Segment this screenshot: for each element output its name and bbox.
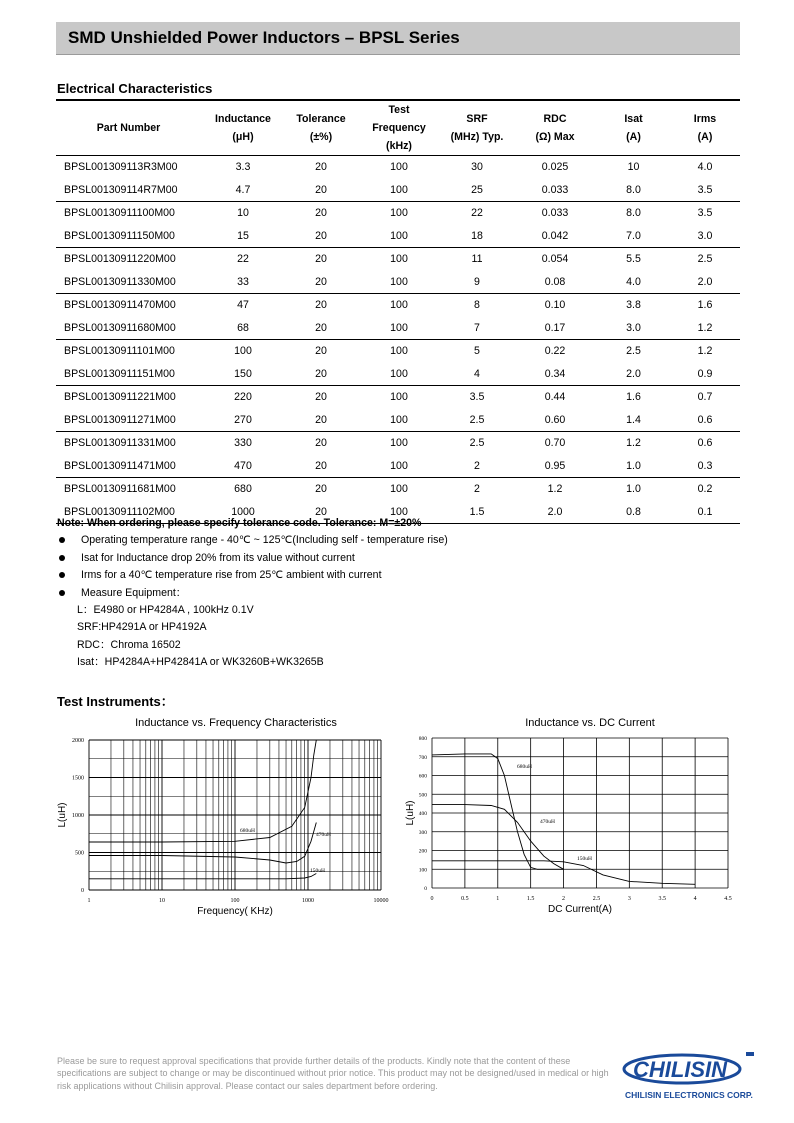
table-cell: 2.0 — [513, 501, 597, 524]
y-tick-label: 2000 — [72, 738, 84, 744]
series-label: 470uH — [316, 832, 331, 838]
y-tick-label: 500 — [75, 850, 84, 857]
test-instruments-title: Test Instruments： — [57, 694, 174, 709]
table-cell: 100 — [390, 345, 408, 358]
table-cell: 2.5 — [469, 437, 485, 450]
x-tick-label: 2 — [562, 896, 566, 902]
note-bullet: Irms for a 40℃ temperature rise from 25℃ ambient with current — [57, 567, 448, 584]
table-cell: 20 — [315, 483, 327, 496]
chart-title: Inductance vs. DC Current — [525, 717, 655, 729]
y-tick-label: 800 — [418, 736, 427, 742]
y-tick-label: 0 — [424, 886, 427, 892]
table-cell: 20 — [315, 391, 327, 404]
series-label: 150uH — [310, 868, 325, 874]
table-cell: 0.08 — [513, 271, 597, 294]
table-cell: 8.0 — [597, 179, 670, 202]
table-cell: BPSL00130911680M00 — [56, 317, 201, 340]
table-cell: BPSL00130911271M00 — [56, 409, 201, 432]
x-tick-label: 1.5 — [526, 896, 535, 902]
table-cell: 3.5 — [469, 391, 485, 404]
table-cell: 1.2 — [547, 483, 563, 496]
table-cell: 470 — [201, 455, 285, 478]
table-cell: 0.17 — [513, 317, 597, 340]
table-cell: 3.5 — [697, 207, 713, 220]
column-header-text: Frequency — [372, 122, 426, 134]
table-cell: 2.0 — [597, 363, 670, 386]
table-cell: 2.5 — [441, 409, 513, 432]
y-axis-label: L(uH) — [57, 802, 68, 828]
note-bullet: Isat for Inductance drop 20% from its value without current — [57, 550, 448, 567]
table-cell: 0.34 — [513, 363, 597, 386]
table-cell: 7 — [441, 317, 513, 340]
column-header-text: Test — [388, 104, 410, 116]
table-cell: 100 — [390, 253, 408, 266]
table-cell: 20 — [315, 345, 327, 358]
table-cell: 0.95 — [513, 455, 597, 478]
equipment-line: L：E4980 or HP4284A , 100kHz 0.1V — [77, 604, 254, 617]
table-cell: 4 — [441, 363, 513, 386]
table-cell: 0.033 — [513, 179, 597, 202]
table-cell: 100 — [357, 409, 441, 432]
table-cell: 0.054 — [541, 253, 569, 266]
table-cell: 5 — [474, 345, 480, 358]
table-cell: 100 — [357, 363, 441, 386]
table-cell: 100 — [390, 161, 408, 174]
column-header-text: (MHz) Typ. — [450, 131, 504, 143]
company-name: CHILISIN ELECTRONICS CORP. — [625, 1090, 753, 1100]
table-cell: 20 — [285, 317, 357, 340]
table-cell: 100 — [357, 317, 441, 340]
x-tick-label: 0 — [430, 896, 434, 902]
table-cell: BPSL00130911470M00 — [64, 299, 176, 312]
table-cell: 20 — [285, 271, 357, 294]
table-cell: 10 — [627, 161, 640, 174]
table-cell: 0.6 — [670, 409, 740, 432]
x-tick-label: 3.5 — [658, 896, 666, 902]
table-cell: 9 — [441, 271, 513, 294]
footer-disclaimer: Please be sure to request approval specifications that provide further details of the products. Kindly note that the content of these specifications are subject to change or may be discontinued without prior notice. This product may not be designed/used in medical or high risk applications without Chilisin approval. Please contact our sales department before ordering. — [57, 1056, 609, 1091]
table-cell: BPSL00130911102M00 — [56, 501, 201, 524]
table-cell: 0.3 — [670, 455, 740, 478]
table-cell: BPSL00130911330M00 — [56, 271, 201, 294]
page-title: SMD Unshielded Power Inductors – BPSL Series — [68, 28, 460, 47]
y-tick-label: 300 — [418, 829, 427, 836]
column-header-text: (A) — [697, 131, 713, 143]
x-tick-label: 1000 — [302, 898, 314, 904]
table-cell: 2 — [441, 455, 513, 478]
table-cell: 8.0 — [626, 207, 641, 220]
table-cell: 0.44 — [544, 391, 566, 404]
table-cell: BPSL00130911471M00 — [56, 455, 201, 478]
table-cell: 11 — [471, 253, 483, 266]
table-cell: 0.9 — [670, 363, 740, 386]
table-cell: 1.6 — [626, 391, 641, 404]
table-cell: BPSL00130911151M00 — [56, 363, 201, 386]
table-cell: 15 — [201, 225, 285, 248]
x-tick-label: 3 — [627, 896, 631, 902]
table-cell: 330 — [234, 437, 252, 450]
table-cell: 3.3 — [235, 161, 251, 174]
table-cell: 20 — [315, 253, 327, 266]
table-cell: 1.5 — [441, 501, 513, 524]
table-cell: BPSL001309113R3M00 — [64, 161, 178, 174]
table-cell: 0.60 — [513, 409, 597, 432]
y-tick-label: 200 — [418, 848, 427, 855]
column-header-text: (Ω) Max — [535, 131, 575, 143]
column-header-text: Isat — [624, 113, 643, 125]
table-cell: 20 — [285, 179, 357, 202]
table-cell: 100 — [390, 207, 408, 220]
table-cell: 33 — [201, 271, 285, 294]
series-label: 470uH — [540, 819, 555, 825]
table-cell: 20 — [315, 161, 327, 174]
table-cell: 0.22 — [544, 345, 566, 358]
x-tick-label: 0.5 — [461, 896, 469, 902]
table-cell: 8 — [474, 299, 480, 312]
table-cell: 3.5 — [670, 179, 740, 202]
table-cell: 100 — [357, 455, 441, 478]
table-cell: 20 — [315, 207, 327, 220]
table-cell: 22 — [237, 253, 249, 266]
table-cell: 0.7 — [697, 391, 713, 404]
table-cell: 20 — [285, 363, 357, 386]
x-tick-label: 4.5 — [724, 896, 732, 902]
table-cell: 220 — [234, 391, 252, 404]
table-cell: 100 — [357, 179, 441, 202]
column-header-text: Irms — [693, 113, 717, 125]
x-tick-label: 100 — [230, 898, 240, 904]
table-cell: 0.033 — [541, 207, 569, 220]
x-tick-label: 10000 — [373, 898, 389, 904]
x-tick-label: 4 — [693, 896, 697, 902]
table-cell: 1.0 — [597, 455, 670, 478]
series-label: 150uH — [577, 856, 592, 862]
table-cell: 10 — [237, 207, 249, 220]
table-cell: 68 — [201, 317, 285, 340]
table-cell: 30 — [471, 161, 483, 174]
table-cell: 1.6 — [697, 299, 713, 312]
table-cell: BPSL00130911681M00 — [64, 483, 176, 496]
y-tick-label: 100 — [418, 867, 427, 874]
table-cell: 1.4 — [597, 409, 670, 432]
table-cell: 25 — [441, 179, 513, 202]
table-cell: 100 — [357, 271, 441, 294]
table-cell: 0.8 — [597, 501, 670, 524]
table-cell: 0.1 — [670, 501, 740, 524]
table-cell: 100 — [234, 345, 252, 358]
table-cell: 3.0 — [597, 317, 670, 340]
table-cell: BPSL00130911220M00 — [64, 253, 176, 266]
table-cell: 680 — [234, 483, 252, 496]
table-cell: 4.7 — [201, 179, 285, 202]
table-cell: 2.0 — [670, 271, 740, 294]
svg-text:CHILISIN: CHILISIN — [632, 1057, 728, 1082]
y-tick-label: 0 — [81, 888, 84, 894]
table-cell: 20 — [285, 501, 357, 524]
column-header-text: Part Number — [96, 122, 161, 134]
table-cell: 1.0 — [626, 483, 641, 496]
table-cell: 1.2 — [626, 437, 641, 450]
table-cell: BPSL001309114R7M00 — [56, 179, 201, 202]
table-cell: 18 — [441, 225, 513, 248]
column-header-text: (A) — [626, 131, 641, 143]
table-cell: 100 — [390, 391, 408, 404]
table-cell: 1000 — [201, 501, 285, 524]
ordering-note: Note: When ordering, please specify tolerance code. Tolerance: M=±20% — [57, 517, 422, 529]
table-cell: 5.5 — [626, 253, 641, 266]
table-cell: 0.025 — [541, 161, 569, 174]
table-cell: 20 — [285, 409, 357, 432]
table-cell: 7.0 — [597, 225, 670, 248]
table-cell: BPSL00130911150M00 — [56, 225, 201, 248]
x-tick-label: 2.5 — [592, 896, 601, 902]
series-label: 680uH — [517, 764, 532, 770]
equipment-line: RDC：Chroma 16502 — [77, 638, 181, 651]
series-line — [89, 740, 316, 842]
x-tick-label: 1 — [87, 898, 91, 904]
table-cell: 100 — [390, 483, 408, 496]
column-header-text: Inductance — [215, 113, 271, 125]
table-cell: 100 — [390, 299, 408, 312]
table-cell: 22 — [471, 207, 483, 220]
table-cell: BPSL00130911221M00 — [64, 391, 176, 404]
table-cell: 100 — [390, 437, 408, 450]
table-cell: 0.6 — [697, 437, 713, 450]
table-cell: BPSL00130911100M00 — [64, 207, 175, 220]
table-cell: 2.5 — [626, 345, 641, 358]
y-tick-label: 400 — [418, 811, 427, 817]
y-axis-label: L(uH) — [405, 800, 416, 826]
y-tick-label: 600 — [418, 773, 427, 780]
x-tick-label: 10 — [159, 898, 165, 904]
table-cell: 270 — [201, 409, 285, 432]
table-cell: BPSL00130911101M00 — [64, 345, 175, 358]
table-cell: 3.8 — [626, 299, 641, 312]
table-cell: 20 — [285, 455, 357, 478]
column-header-text: SRF — [466, 113, 488, 125]
note-bullet: Measure Equipment： — [57, 585, 448, 602]
table-cell: 2.5 — [697, 253, 713, 266]
y-tick-label: 700 — [418, 754, 427, 761]
table-cell: 0.10 — [544, 299, 566, 312]
table-cell: 47 — [237, 299, 249, 312]
column-header-text: Tolerance — [296, 113, 346, 125]
electrical-characteristics-title: Electrical Characteristics — [57, 81, 213, 96]
column-header-text: (kHz) — [386, 140, 412, 152]
series-label: 680uH — [240, 828, 255, 834]
series-line — [89, 874, 316, 879]
table-cell: 0.042 — [513, 225, 597, 248]
table-cell: 20 — [285, 225, 357, 248]
table-cell: 1.2 — [697, 345, 713, 358]
x-axis-label: DC Current(A) — [548, 904, 612, 915]
note-bullet: Operating temperature range - 40℃ ~ 125℃(Including self - temperature rise) — [57, 532, 448, 549]
table-cell: 150 — [201, 363, 285, 386]
table-cell: 4.0 — [597, 271, 670, 294]
equipment-line: SRF:HP4291A or HP4192A — [77, 621, 207, 634]
table-cell: 20 — [315, 299, 327, 312]
series-line — [89, 823, 316, 864]
table-cell: 1.2 — [670, 317, 740, 340]
x-axis-label: Frequency( KHz) — [197, 906, 273, 917]
table-cell: BPSL00130911331M00 — [64, 437, 176, 450]
table-cell: 100 — [357, 501, 441, 524]
chart-title: Inductance vs. Frequency Characteristics — [135, 717, 337, 729]
y-tick-label: 1500 — [72, 775, 84, 782]
table-cell: 20 — [315, 437, 327, 450]
column-header-text: (μH) — [232, 131, 254, 143]
table-cell: 0.70 — [544, 437, 566, 450]
y-tick-label: 500 — [418, 792, 427, 799]
table-cell: 0.2 — [697, 483, 713, 496]
x-tick-label: 1 — [496, 896, 500, 902]
table-cell: 2 — [474, 483, 480, 496]
y-tick-label: 1000 — [72, 813, 84, 819]
table-cell: 4.0 — [697, 161, 713, 174]
column-header-text: (±%) — [309, 131, 333, 143]
equipment-line: Isat：HP4284A+HP42841A or WK3260B+WK3265B — [77, 656, 324, 669]
table-cell: 100 — [357, 225, 441, 248]
column-header-text: RDC — [543, 113, 567, 125]
table-cell: 3.0 — [670, 225, 740, 248]
